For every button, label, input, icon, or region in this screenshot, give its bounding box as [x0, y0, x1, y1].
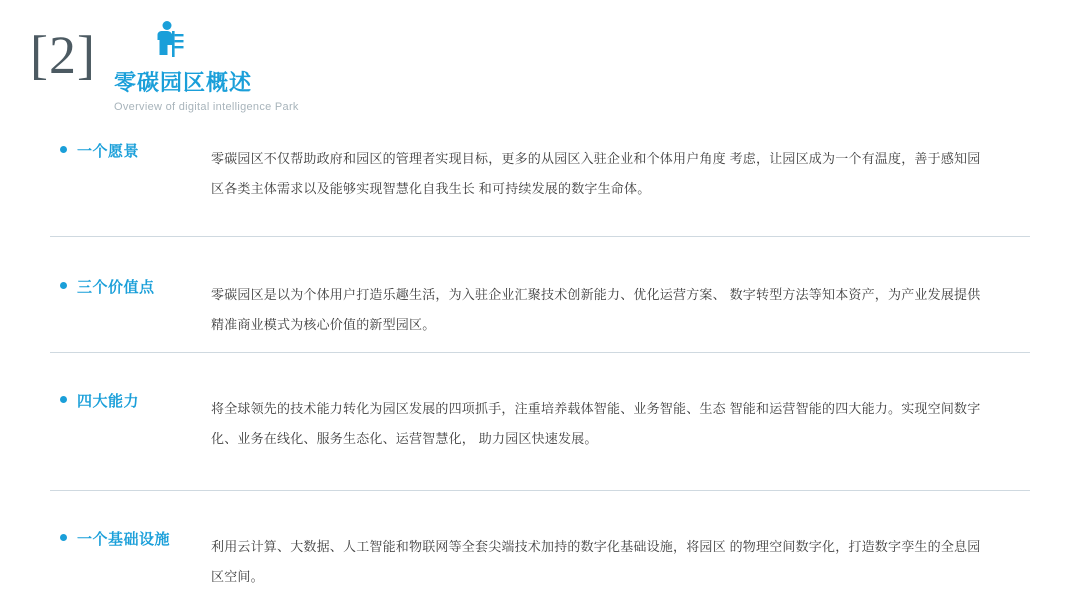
bullet-dot-icon	[60, 146, 67, 153]
row-label-group	[60, 142, 220, 162]
row-body: 零碳园区不仅帮助政府和园区的管理者实现目标，更多的从园区入驻企业和个体用户角度 考虑，让园区成为一个有温度，善于感知园区各类主体需求以及能够实现智慧化自我生长 和可持续发展的数字生命体。	[211, 151, 981, 196]
row-label-group	[60, 392, 220, 412]
divider	[50, 236, 1030, 237]
row-label: 三个价值点	[77, 279, 155, 296]
bullet-dot-icon	[60, 534, 67, 541]
person-reading-icon	[143, 18, 191, 66]
row-body: 利用云计算、大数据、人工智能和物联网等全套尖端技术加持的数字化基础设施，将园区 的物理空间数字化，打造数字孪生的全息园区空间。	[211, 539, 981, 584]
row-label: 一个基础设施	[77, 531, 171, 548]
divider	[50, 352, 1030, 353]
divider	[50, 490, 1030, 491]
row-label-group	[60, 530, 220, 550]
header-text-block	[114, 70, 299, 114]
page-title: 零碳园区概述	[114, 70, 253, 95]
row-label: 一个愿景	[77, 143, 140, 160]
section-number: [2]	[30, 25, 96, 85]
row-body: 将全球领先的技术能力转化为园区发展的四项抓手，注重培养载体智能、业务智能、生态 智能和运营智能的四大能力。实现空间数字化、业务在线化、服务生态化、运营智慧化， 助力园区快速发展。	[211, 401, 981, 446]
bullet-dot-icon	[60, 282, 67, 289]
page-subtitle: Overview of digital intelligence Park	[114, 101, 299, 113]
row-label-group	[60, 278, 220, 298]
row-body: 零碳园区是以为个体用户打造乐趣生活，为入驻企业汇聚技术创新能力、优化运营方案、 数字转型方法等知本资产，为产业发展提供精准商业模式为核心价值的新型园区。	[211, 287, 981, 332]
bullet-dot-icon	[60, 396, 67, 403]
slide-header	[30, 18, 550, 118]
row-label: 四大能力	[77, 393, 140, 410]
